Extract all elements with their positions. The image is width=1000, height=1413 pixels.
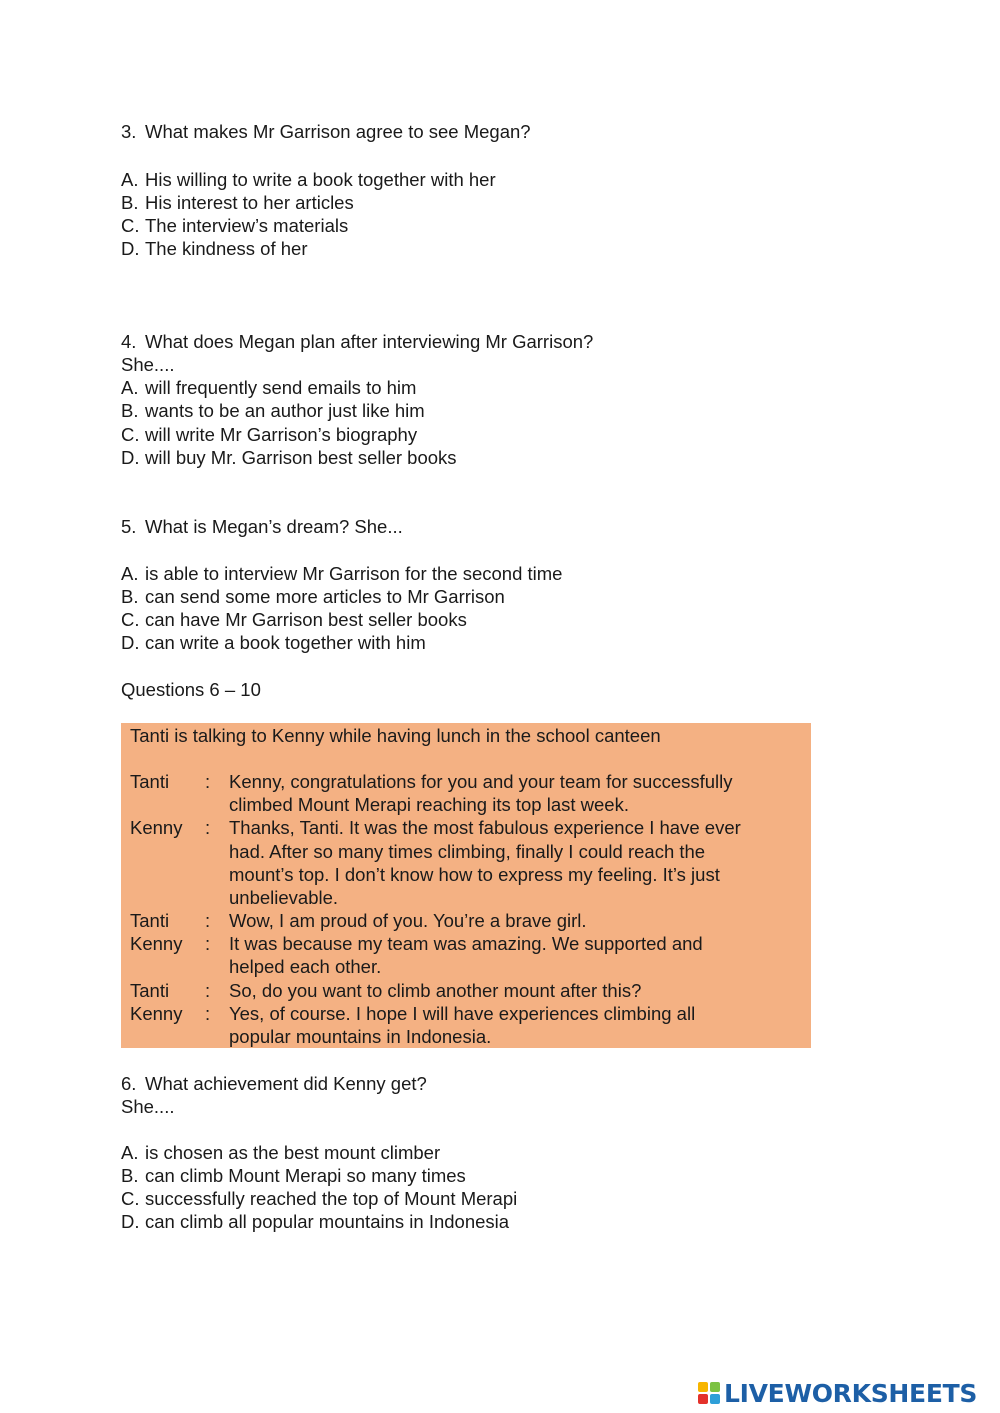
option-4c[interactable]: C. will write Mr Garrison’s biography (121, 424, 418, 445)
dialog-colon: : (205, 771, 211, 792)
option-3b[interactable]: B. His interest to her articles (121, 192, 354, 213)
option-3a[interactable]: A. His willing to write a book together with her (121, 169, 496, 190)
dialog-line: It was because my team was amazing. We supported and (229, 933, 703, 954)
dialog-intro: Tanti is talking to Kenny while having lunch in the school canteen (130, 725, 661, 746)
dialog-speaker: Tanti (130, 771, 170, 792)
question-number: 3. (121, 121, 137, 142)
liveworksheets-logo[interactable] (698, 1377, 977, 1409)
question-4 (121, 330, 593, 353)
dialog-line: mount’s top. I don’t know how to express my feeling. It’s just (229, 864, 720, 885)
dialog-line: Thanks, Tanti. It was the most fabulous experience I have ever (229, 817, 741, 838)
dialog-speaker: Kenny (130, 933, 183, 954)
dialog-speaker: Tanti (130, 910, 170, 931)
option-6c[interactable]: C. successfully reached the top of Mount Merapi (121, 1188, 518, 1209)
question-5 (121, 515, 403, 538)
dialog-line: unbelievable. (229, 887, 339, 908)
dialog-colon: : (205, 933, 211, 954)
option-5b[interactable]: B. can send some more articles to Mr Garrison (121, 586, 505, 607)
option-6b[interactable]: B. can climb Mount Merapi so many times (121, 1165, 466, 1186)
question-text: What is Megan’s dream? She... (145, 516, 403, 537)
question-text: What makes Mr Garrison agree to see Megan? (145, 121, 531, 142)
question-6-prompt: She.... (121, 1096, 175, 1117)
question-number: 5. (121, 516, 137, 537)
dialog-line: helped each other. (229, 956, 382, 977)
dialog-colon: : (205, 980, 211, 1001)
option-4a[interactable]: A. will frequently send emails to him (121, 377, 417, 398)
option-4d[interactable]: D. will buy Mr. Garrison best seller books (121, 447, 457, 468)
logo-text: LIVEWORKSHEETS (724, 1378, 978, 1408)
dialog-line: popular mountains in Indonesia. (229, 1026, 492, 1047)
question-number: 6. (121, 1073, 137, 1094)
question-text: What does Megan plan after interviewing Mr Garrison? (145, 331, 594, 352)
option-4b[interactable]: B. wants to be an author just like him (121, 400, 425, 421)
question-text: What achievement did Kenny get? (145, 1073, 427, 1094)
question-6 (121, 1072, 427, 1095)
logo-mark-icon (698, 1382, 720, 1404)
dialog-speaker: Kenny (130, 1003, 183, 1024)
dialog-speaker: Tanti (130, 980, 170, 1001)
question-3 (121, 120, 531, 143)
dialog-line: had. After so many times climbing, finally I could reach the (229, 841, 706, 862)
dialog-colon: : (205, 910, 211, 931)
dialog-line: So, do you want to climb another mount after this? (229, 980, 642, 1001)
option-5a[interactable]: A. is able to interview Mr Garrison for the second time (121, 563, 563, 584)
question-number: 4. (121, 331, 137, 352)
dialog-speaker: Kenny (130, 817, 183, 838)
dialog-line: Wow, I am proud of you. You’re a brave girl. (229, 910, 587, 931)
option-5c[interactable]: C. can have Mr Garrison best seller books (121, 609, 467, 630)
dialog-colon: : (205, 817, 211, 838)
dialog-line: Kenny, congratulations for you and your team for successfully (229, 771, 733, 792)
option-6a[interactable]: A. is chosen as the best mount climber (121, 1142, 441, 1163)
option-3c[interactable]: C. The interview’s materials (121, 215, 349, 236)
option-5d[interactable]: D. can write a book together with him (121, 632, 426, 653)
dialog-colon: : (205, 1003, 211, 1024)
question-4-prompt: She.... (121, 354, 175, 375)
option-3d[interactable]: D. The kindness of her (121, 238, 308, 259)
dialog-line: Yes, of course. I hope I will have experiences climbing all (229, 1003, 696, 1024)
option-6d[interactable]: D. can climb all popular mountains in Indonesia (121, 1211, 510, 1232)
section-heading: Questions 6 – 10 (121, 679, 261, 700)
dialog-line: climbed Mount Merapi reaching its top last week. (229, 794, 629, 815)
